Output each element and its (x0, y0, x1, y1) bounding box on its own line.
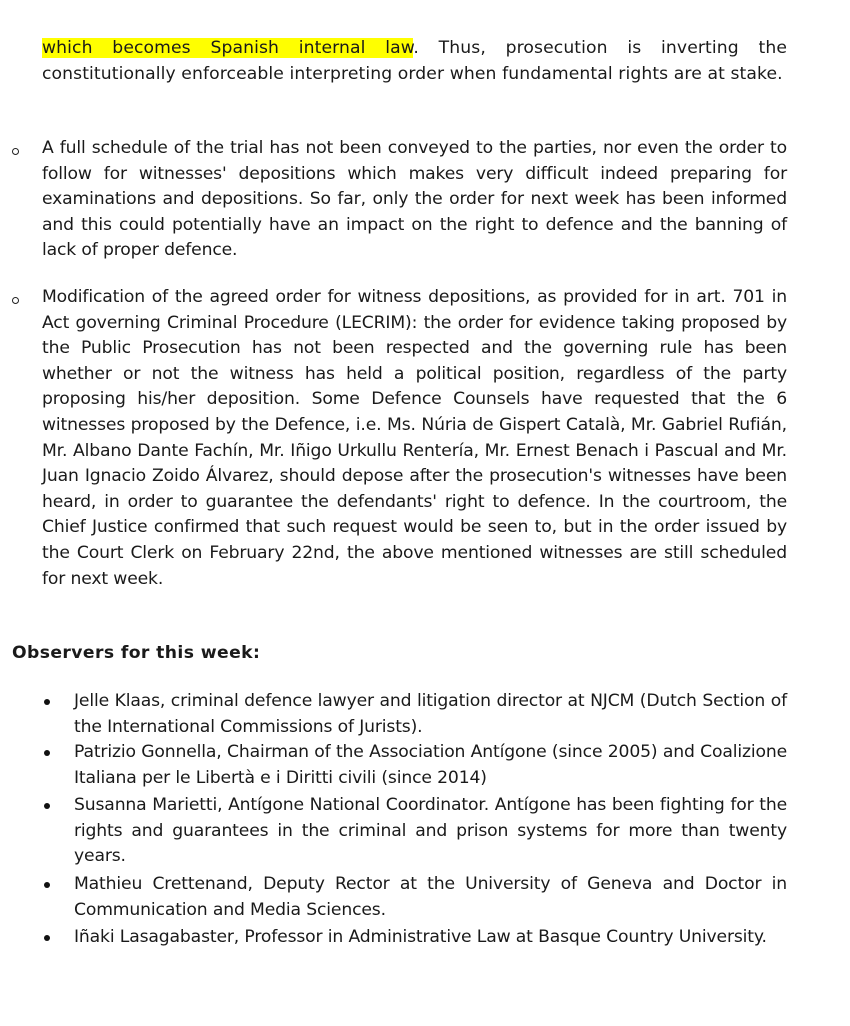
observer-text: Jelle Klaas, criminal defence lawyer and litigation director at NJCM (Dutch Section of the International Commissions of Jurists). (74, 691, 787, 737)
observer-item (74, 925, 787, 951)
observer-text: Susanna Marietti, Antígone National Coordinator. Antígone has been fighting for the rights and guarantees in the criminal and prison systems for more than twenty years. (74, 795, 787, 867)
intro-rest-text: . Thus, prosecution is inverting the constitutionally enforceable interpreting order when fundamental rights are at stake. (42, 38, 787, 84)
observer-text: Patrizio Gonnella, Chairman of the Association Antígone (since 2005) and Coalizione Italiana per le Libertà e i Diritti civili (since 2014) (74, 742, 787, 788)
issue-text: Modification of the agreed order for witness depositions, as provided for in art. 701 in Act governing Criminal Procedure (LECRIM): the order for evidence taking proposed by the Public Prosecution has not been respected and the governing rule has been whether or not the witness has held a political position, regardless of the party proposing his/her deposition. Some Defence Counsels have requested that the 6 witnesses proposed by the Defence, i.e. Ms. Núria de Gispert Català, Mr. Gabriel Rufián, Mr. Albano Dante Fachín, Mr. Iñigo Urkullu Rentería, Mr. Ernest Benach i Pascual and Mr. Juan Ignacio Zoido Álvarez, should depose after the prosecution's witnesses have been heard, in order to guarantee the defendants' right to defence. In the courtroom, the Chief Justice confirmed that such request would be seen to, but in the order issued by the Court Clerk on February 22nd, the above mentioned witnesses are still scheduled for next week. (42, 287, 787, 589)
bullet-dot-icon (44, 699, 50, 705)
issue-text: A full schedule of the trial has not been conveyed to the parties, nor even the order to follow for witnesses' depositions which makes very difficult indeed preparing for examinations and depositions. So far, only the order for next week has been informed and this could potentially have an impact on the right to defence and the banning of lack of proper defence. (42, 138, 787, 261)
observer-text: Mathieu Crettenand, Deputy Rector at the University of Geneva and Doctor in Communication and Media Sciences. (74, 874, 787, 920)
observer-item (74, 740, 787, 791)
bullet-dot-icon (44, 935, 50, 941)
issue-item (42, 136, 787, 264)
issue-item (42, 285, 787, 592)
bullet-dot-icon (44, 882, 50, 888)
bullet-dot-icon (44, 803, 50, 809)
bullet-dot-icon (44, 750, 50, 756)
observer-item (74, 793, 787, 870)
intro-paragraph (42, 36, 787, 87)
highlighted-text: which becomes Spanish internal law (42, 38, 414, 58)
hollow-bullet-icon (12, 148, 19, 155)
observer-text: Iñaki Lasagabaster, Professor in Administrative Law at Basque Country University. (74, 927, 767, 947)
observer-item (74, 872, 787, 923)
observer-item (74, 689, 787, 740)
observers-heading: Observers for this week: (12, 643, 261, 663)
hollow-bullet-icon (12, 297, 19, 304)
